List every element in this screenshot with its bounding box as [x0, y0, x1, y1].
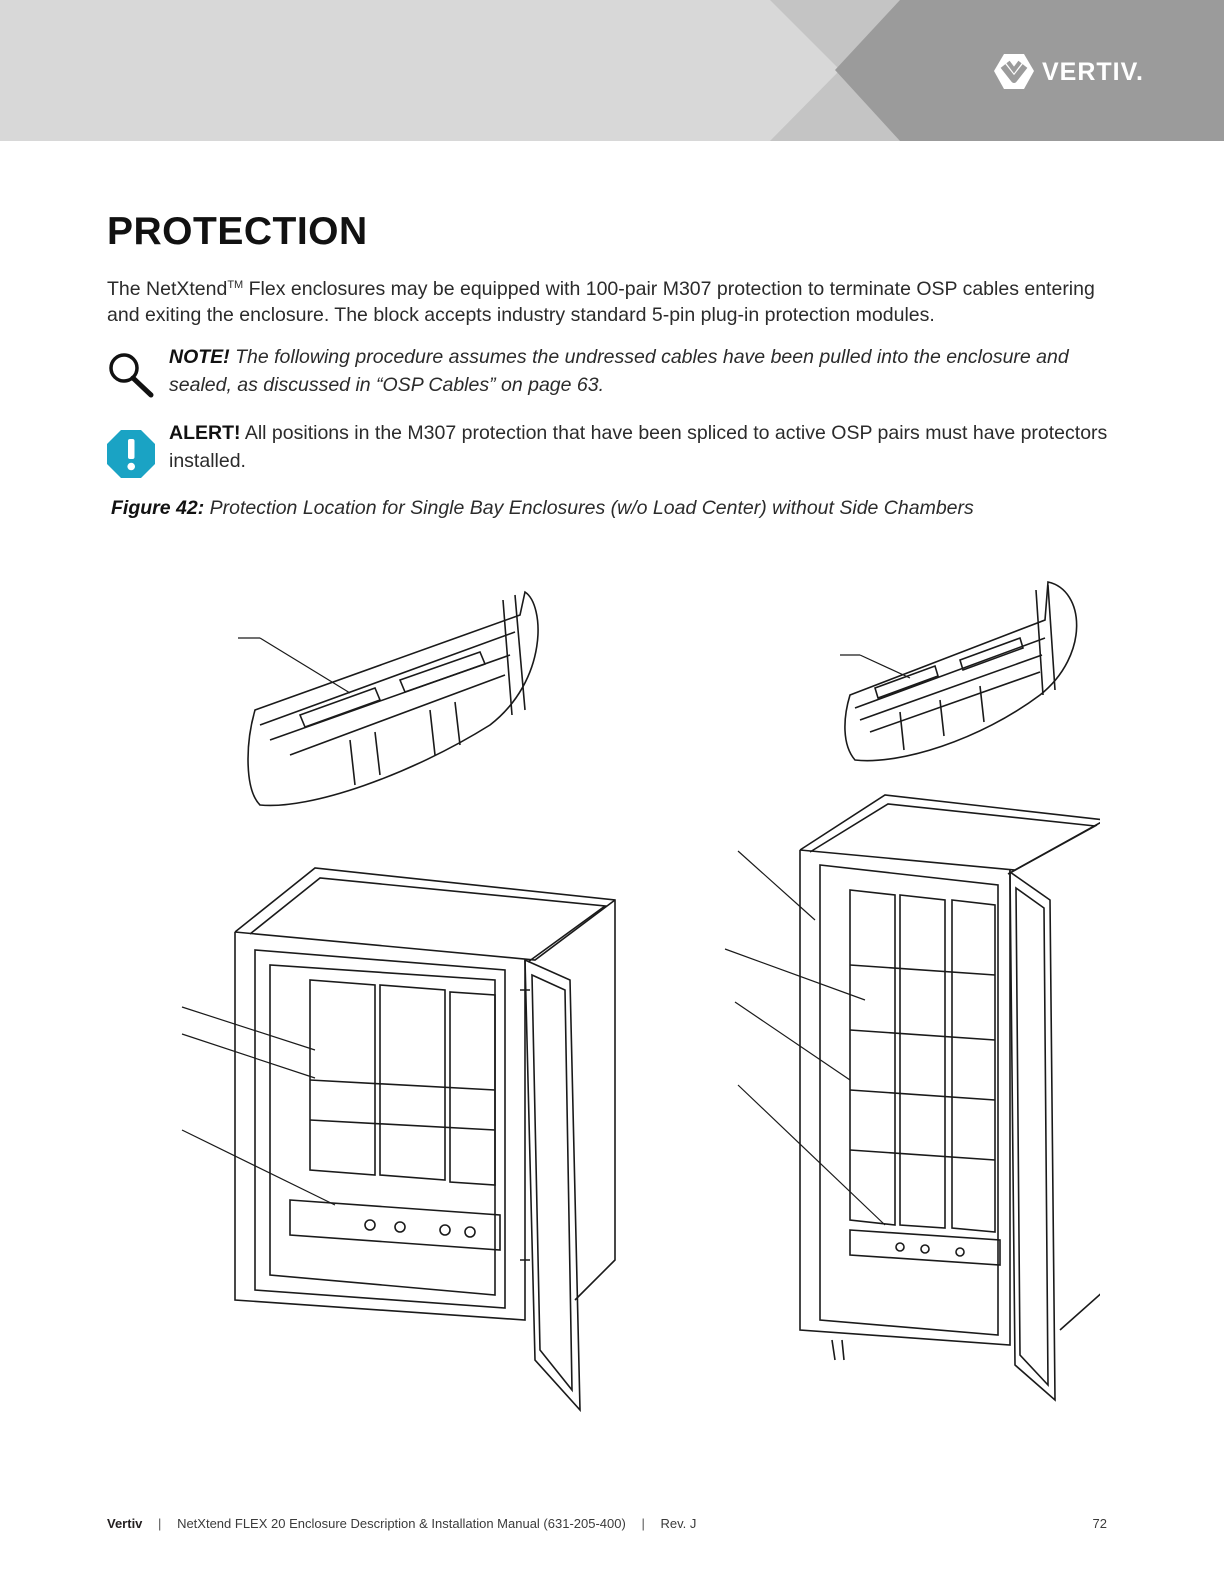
- page-number: 72: [1092, 1516, 1107, 1531]
- footer-divider-2: |: [641, 1516, 645, 1531]
- vertiv-mark-icon: [994, 54, 1034, 90]
- enclosure-figure: [160, 560, 1100, 1420]
- left-enclosure: [235, 868, 615, 1410]
- footer-brand: Vertiv: [107, 1516, 143, 1531]
- alert-callout: [169, 419, 1129, 475]
- left-detail-leader: [260, 638, 350, 693]
- right-enclosure-leaders: [725, 851, 885, 1225]
- intro-text-rest: Flex enclosures may be equipped with 100-pair M307 protection to terminate OSP cables entering and exiting the enclosure. The block accepts industry standard 5-pin plug-in protection modules.: [107, 278, 1095, 326]
- magnifier-icon: [106, 350, 156, 398]
- trademark: TM: [227, 279, 244, 291]
- figure-label: Figure 42:: [111, 497, 205, 519]
- right-enclosure: [800, 795, 1100, 1400]
- footer-divider: |: [158, 1516, 162, 1531]
- alert-label: ALERT!: [169, 422, 241, 444]
- intro-text-start: The NetXtend: [107, 278, 228, 300]
- logo-text: VERTIV.: [1042, 57, 1144, 86]
- vertiv-logo: [994, 54, 1144, 90]
- note-text: The following procedure assumes the undressed cables have been pulled into the enclosure and sealed, as discussed in “OSP Cables” on page 63.: [169, 346, 1069, 396]
- page-title: PROTECTION: [107, 210, 368, 253]
- footer-manual-title: NetXtend FLEX 20 Enclosure Description & Installation Manual (631-205-400): [177, 1516, 626, 1531]
- left-enclosure-leaders: [182, 1007, 335, 1205]
- figure-caption-text: Protection Location for Single Bay Enclosures (w/o Load Center) without Side Chambers: [204, 497, 974, 519]
- right-detail-view: [845, 582, 1077, 761]
- right-detail-leader: [860, 655, 910, 678]
- figure-caption: [111, 497, 974, 520]
- footer-revision: Rev. J: [660, 1516, 697, 1531]
- left-detail-view: [248, 592, 538, 805]
- page-footer: [107, 1516, 1107, 1531]
- note-callout: [169, 343, 1129, 399]
- alert-text: All positions in the M307 protection that have been spliced to active OSP pairs must have protectors installed.: [169, 422, 1108, 472]
- exclamation-octagon-icon: [107, 430, 155, 478]
- page-header: [0, 0, 1224, 141]
- intro-paragraph: [107, 272, 1117, 328]
- note-label: NOTE!: [169, 346, 230, 368]
